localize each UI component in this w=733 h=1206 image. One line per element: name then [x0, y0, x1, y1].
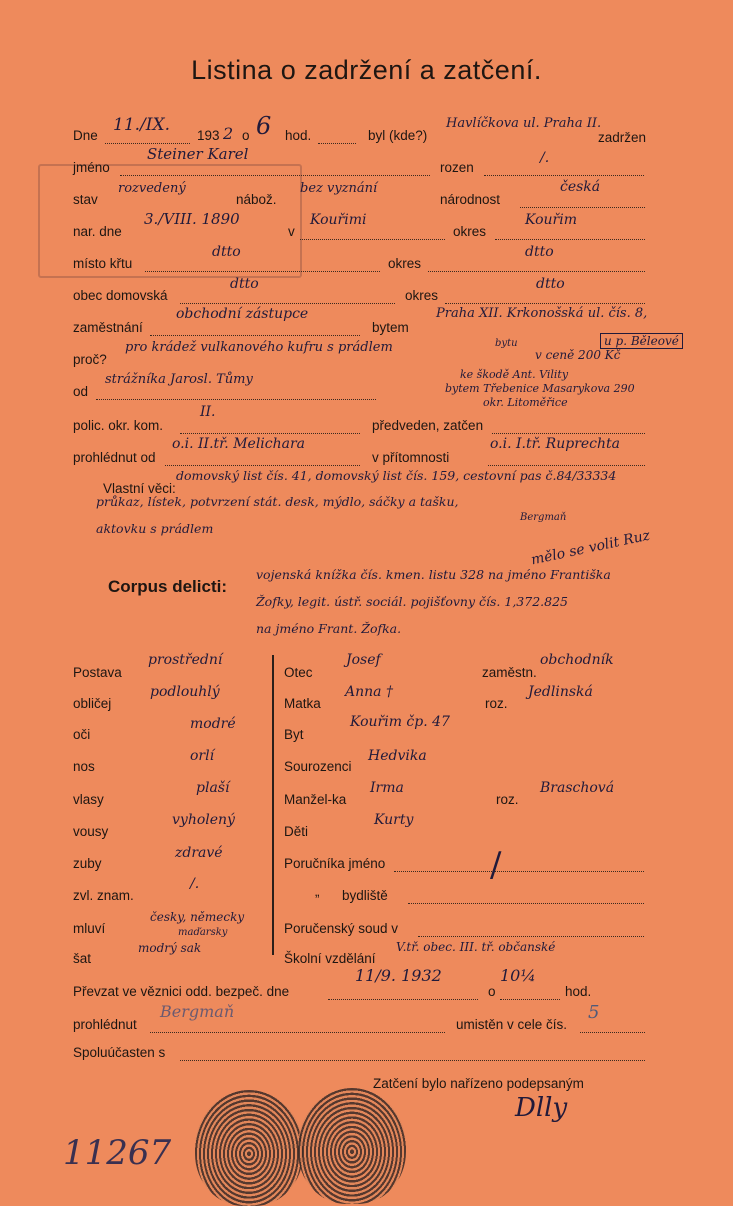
value-porucnik-slash: /: [490, 845, 502, 885]
value-mluvi-2: maďarsky: [178, 927, 228, 938]
dots: [328, 999, 478, 1000]
label-porucensky: Poručenský soud v: [284, 921, 399, 936]
label-vlastni-veci: Vlastní věci:: [103, 481, 176, 496]
dots: [165, 465, 360, 466]
label-nar-dne: nar. dne: [73, 224, 122, 239]
form-title: Listina o zadržení a zatčení.: [191, 55, 542, 85]
value-vlasy: plaší: [196, 780, 230, 796]
dots: [500, 999, 560, 1000]
value-nar-dne: 3./VIII. 1890: [144, 210, 240, 228]
label-misto-krtu: místo křtu: [73, 256, 133, 271]
dots: [300, 239, 445, 240]
label-sat: šat: [73, 951, 92, 966]
value-naboz: bez vyznání: [300, 181, 378, 196]
value-nar-okres: Kouřim: [525, 212, 577, 228]
dots: [428, 271, 645, 272]
value-hour: 6: [256, 112, 272, 140]
value-veci-2: průkaz, lístek, potvrzení stát. desk, mýdlo, sáčky a tašku,: [96, 494, 459, 509]
dots: [394, 871, 644, 872]
label-stav: stav: [73, 192, 98, 207]
label-v-pritomnosti: v přítomnosti: [372, 450, 450, 465]
value-proc-note: bytu: [495, 338, 518, 349]
label-nos: nos: [73, 759, 95, 774]
dots: [408, 903, 644, 904]
label-polic: polic. okr. kom.: [73, 418, 164, 433]
label-jmeno: jméno: [73, 160, 110, 175]
value-year-digit: 2: [223, 124, 234, 143]
value-manzel: Irma: [370, 780, 404, 796]
value-matka-roz: Jedlinská: [528, 684, 593, 700]
label-zadrzen: zadržen: [598, 130, 647, 145]
dots: [318, 143, 356, 144]
label-porucnika: Poručníka jméno: [284, 856, 386, 871]
value-zamestnani: obchodní zástupce: [176, 306, 309, 322]
value-otec-zam: obchodník: [540, 652, 614, 668]
value-sourozenci: Hedvika: [368, 748, 427, 764]
value-kde: Havlíčkova ul. Praha II.: [446, 116, 602, 131]
value-date: 11./IX.: [113, 115, 170, 135]
dots: [580, 1032, 645, 1033]
signature: Dlly: [515, 1093, 568, 1123]
value-od: strážníka Jarosl. Tůmy: [105, 372, 253, 387]
label-v: v: [288, 224, 295, 239]
value-stav: rozvedený: [118, 181, 186, 196]
label-naboz: nábož.: [236, 192, 277, 207]
label-dne: Dne: [73, 128, 98, 143]
value-misto-krtu: dtto: [212, 244, 241, 260]
dots: [96, 399, 376, 400]
dots: [418, 936, 644, 937]
label-zatceni: Zatčení bylo nařízeno podepsaným: [373, 1076, 584, 1091]
value-veci-1: domovský list čís. 41, domovský list čís. 159, cestovní pas č.84/33334: [176, 468, 617, 483]
value-cela: 5: [588, 1002, 600, 1023]
value-otec: Josef: [346, 652, 381, 668]
value-nar-v: Kouřimi: [310, 212, 367, 228]
label-umisten: umistěn v cele čís.: [456, 1017, 568, 1032]
label-hod-2: hod.: [565, 984, 592, 999]
value-sat: modrý sak: [138, 941, 202, 955]
value-vousy: vyholený: [172, 812, 235, 828]
dots: [180, 1060, 645, 1061]
value-skolni: V.tř. obec. III. tř. občanské: [396, 940, 556, 954]
label-proc: proč?: [73, 352, 107, 367]
dots: [495, 239, 645, 240]
value-rozen: /.: [540, 150, 550, 166]
label-od: od: [73, 384, 89, 399]
label-roz-2: roz.: [496, 792, 519, 807]
value-od-note-3: okr. Litoměřice: [483, 396, 568, 409]
value-polic: II.: [200, 404, 216, 420]
label-zamestn: zaměstn.: [482, 665, 537, 680]
value-manzel-roz: Braschová: [540, 780, 615, 796]
label-spoluucasten: Spoluúčasten s: [73, 1045, 166, 1060]
label-predveden: předveden, zatčen: [372, 418, 484, 433]
label-oci: oči: [73, 727, 91, 742]
label-manzel: Manžel-ka: [284, 792, 347, 807]
value-obec: dtto: [230, 276, 259, 292]
value-prevzat-date: 11/9. 1932: [355, 966, 442, 985]
label-otec: Otec: [284, 665, 313, 680]
label-postava: Postava: [73, 665, 122, 680]
dots: [120, 175, 430, 176]
value-bytem-2: u p. Běleové: [600, 333, 683, 349]
dots: [150, 335, 360, 336]
dots: [145, 271, 380, 272]
value-oci: modré: [190, 716, 236, 732]
dots: [492, 433, 645, 434]
value-byt: Kouřim čp. 47: [350, 714, 450, 730]
value-prohlednut: Bergmaň: [160, 1002, 235, 1021]
label-prohlednut: prohlédnut: [73, 1017, 137, 1032]
value-corpus-1: vojenská knížka čís. kmen. listu 328 na jméno Františka: [256, 567, 611, 582]
value-mluvi: česky, německy: [150, 910, 245, 924]
value-narodnost: česká: [560, 179, 601, 195]
record-number: 11267: [63, 1133, 172, 1173]
label-prohlednut-od: prohlédnut od: [73, 450, 156, 465]
value-veci-3: aktovku s prádlem: [96, 521, 214, 536]
label-o: o: [242, 128, 250, 143]
label-skolni: Školní vzdělání: [284, 951, 376, 966]
label-sourozenci: Sourozenci: [284, 759, 352, 774]
value-prevzat-hour: 10¼: [500, 966, 536, 985]
label-narodnost: národnost: [440, 192, 501, 207]
dots: [150, 1032, 445, 1033]
value-bytem: Praha XII. Krkonošská ul. čís. 8,: [436, 306, 648, 321]
label-hod: hod.: [285, 128, 312, 143]
label-bytem: bytem: [372, 320, 409, 335]
label-quote: „: [315, 884, 320, 899]
value-deti: Kurty: [374, 812, 414, 828]
label-zamestnani: zaměstnání: [73, 320, 143, 335]
label-vousy: vousy: [73, 824, 109, 839]
dots: [520, 207, 645, 208]
label-corpus: Corpus delicti:: [108, 577, 228, 596]
value-proc-value: v ceně 200 Kč: [535, 348, 621, 362]
value-pritomnosti: o.i. I.tř. Ruprechta: [490, 436, 620, 452]
label-vlasy: vlasy: [73, 792, 104, 807]
label-okres: okres: [453, 224, 487, 239]
fingerprint-right: [298, 1088, 406, 1204]
label-zvl: zvl. znam.: [73, 888, 134, 903]
label-o-2: o: [488, 984, 496, 999]
value-corpus-2: Žofky, legit. ústř. sociál. pojišťovny čís. 1,372.825: [256, 594, 568, 609]
label-obec: obec domovská: [73, 288, 168, 303]
value-matka: Anna †: [345, 684, 393, 700]
value-prohlednut-od: o.i. II.tř. Melichara: [172, 436, 306, 452]
value-nos: orlí: [190, 748, 215, 764]
label-year: 193: [197, 128, 220, 143]
label-rozen: rozen: [440, 160, 474, 175]
column-divider: [272, 655, 274, 955]
dots: [180, 303, 395, 304]
label-bydliste: bydliště: [342, 888, 388, 903]
dots: [105, 143, 190, 144]
value-misto-okres: dtto: [525, 244, 554, 260]
dots: [445, 303, 645, 304]
label-byl: byl (kde?): [368, 128, 428, 143]
value-zuby: zdravé: [175, 845, 223, 861]
label-deti: Děti: [284, 824, 309, 839]
value-od-note-2: bytem Třebenice Masarykova 290: [445, 382, 635, 395]
value-margin-note: mělo se volit Ruz: [529, 527, 652, 569]
label-okres: okres: [388, 256, 422, 271]
value-obec-okres: dtto: [536, 276, 565, 292]
value-veci-name: Bergmaň: [520, 512, 567, 523]
label-mluvi: mluví: [73, 921, 106, 936]
value-proc: pro krádež vulkanového kufru s prádlem: [125, 340, 393, 355]
label-okres: okres: [405, 288, 439, 303]
label-matka: Matka: [284, 696, 321, 711]
value-postava: prostřední: [148, 652, 223, 668]
dots: [180, 433, 360, 434]
value-jmeno: Steiner Karel: [147, 145, 249, 163]
fingerprint-left: [195, 1090, 303, 1206]
label-byt: Byt: [284, 727, 304, 742]
value-od-note-1: ke škodě Ant. Vility: [460, 368, 569, 381]
label-zuby: zuby: [73, 856, 102, 871]
dots: [488, 465, 645, 466]
value-oblicej: podlouhlý: [150, 684, 220, 700]
label-prevzat: Převzat ve věznici odd. bezpeč. dne: [73, 984, 290, 999]
label-oblicej: obličej: [73, 696, 112, 711]
label-roz: roz.: [485, 696, 508, 711]
dots: [484, 175, 644, 176]
value-zvl: /.: [190, 876, 200, 892]
value-corpus-3: na jméno Frant. Žofka.: [256, 621, 402, 636]
